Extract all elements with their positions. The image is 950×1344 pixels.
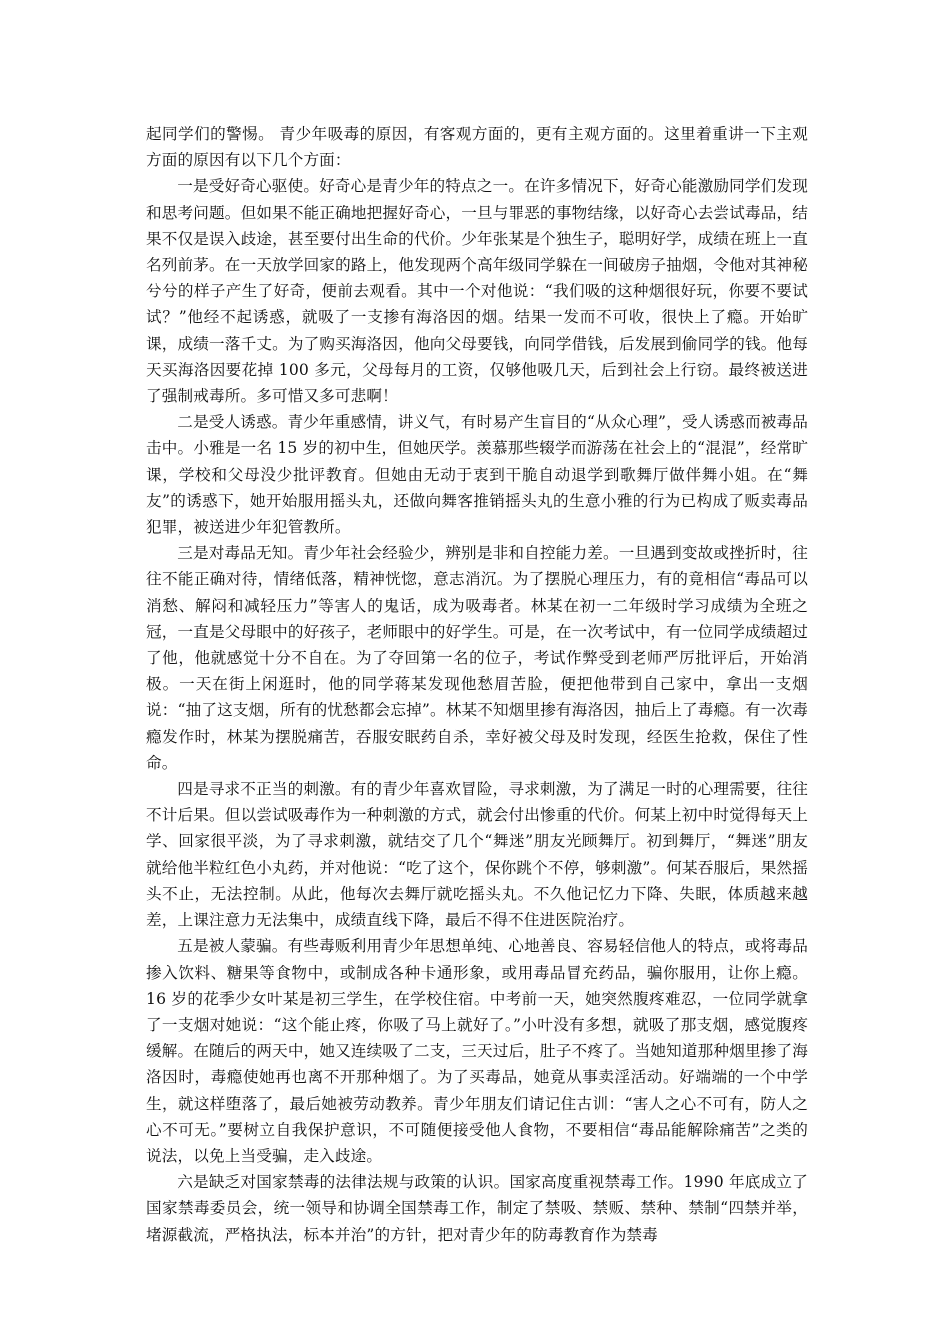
paragraph-temptation: 二是受人诱惑。青少年重感情，讲义气，有时易产生盲目的“从众心理”，受人诱惑而被毒品击中。小雅是一名 15 岁的初中生，但她厌学。羡慕那些辍学而游荡在社会上的“混混”，经常旷课，学校和父母没少批评教育。但她由无动于衷到干脆自动退学到歌舞厅做伴舞小姐。在“舞友”的诱惑下，她开始服用摇头丸，还做向舞客推销摇头丸的生意小雅的行为已构成了贩卖毒品犯罪，被送进少年犯管教所。 bbox=[146, 413, 808, 537]
paragraph-stimulation: 四是寻求不正当的刺激。有的青少年喜欢冒险，寻求刺激，为了满足一时的心理需要，往往不计后果。但以尝试吸毒作为一种刺激的方式，就会付出惨重的代价。何某上初中时觉得每天上学、回家很平淡，为了寻求刺激，就结交了几个“舞迷”朋友光顾舞厅。初到舞厅，“舞迷”朋友就给他半粒红色小丸药，并对他说：“吃了这个，保你跳个不停，够刺激”。何某吞服后，果然摇头不止，无法控制。从此，他每次去舞厅就吃摇头丸。不久他记忆力下降、失眠，体质越来越差，上课注意力无法集中，成绩直线下降，最后不得不住进医院治疗。 bbox=[146, 780, 808, 930]
paragraph-deception: 五是被人蒙骗。有些毒贩利用青少年思想单纯、心地善良、容易轻信他人的特点，或将毒品掺入饮料、糖果等食物中，或制成各种卡通形象，或用毒品冒充药品，骗你服用，让你上瘾。16 岁的花季少女叶某是初三学生，在学校住宿。中考前一天，她突然腹疼难忍，一位同学就拿了一支烟对她说：“这个能止疼，你吸了马上就好了。”小叶没有多想，就吸了那支烟，感觉腹疼缓解。在随后的两天中，她又连续吸了二支，三天过后，肚子不疼了。当她知道那种烟里掺了海洛因时，毒瘾使她再也离不开那种烟了。为了买毒品，她竟从事卖淫活动。好端端的一个中学生，就这样堕落了，最后她被劳动教养。青少年朋友们请记住古训：“害人之心不可有，防人之心不可无。”要树立自我保护意识，不可随便接受他人食物，不要相信“毒品能解除痛苦”之类的说法，以免上当受骗，走入歧途。 bbox=[146, 937, 808, 1165]
paragraph-curiosity: 一是受好奇心驱使。好奇心是青少年的特点之一。在许多情况下，好奇心能激励同学们发现和思考问题。但如果不能正确地把握好奇心，一旦与罪恶的事物结缘，以好奇心去尝试毒品，结果不仅是误入歧途，甚至要付出生命的代价。少年张某是个独生子，聪明好学，成绩在班上一直名列前茅。在一天放学回家的路上，他发现两个高年级同学躲在一间破房子抽烟，令他对其神秘兮兮的样子产生了好奇，便前去观看。其中一个对他说：“我们吸的这种烟很好玩，你要不要试试？”他经不起诱惑，就吸了一支掺有海洛因的烟。结果一发而不可收，很快上了瘾。开始旷课，成绩一落千丈。为了购买海洛因，他向父母要钱，向同学借钱，后发展到偷同学的钱。他每天买海洛因要花掉 100 多元，父母每月的工资，仅够他吸几天，后到社会上行窃。最终被送进了强制戒毒所。多可惜又多可悲啊！ bbox=[146, 177, 808, 406]
document-body bbox=[146, 121, 808, 1248]
paragraph-intro: 起同学们的警惕。 青少年吸毒的原因，有客观方面的，更有主观方面的。这里着重讲一下主观方面的原因有以下几个方面： bbox=[146, 125, 808, 170]
paragraph-law-awareness: 六是缺乏对国家禁毒的法律法规与政策的认识。国家高度重视禁毒工作。1990 年底成立了国家禁毒委员会，统一领导和协调全国禁毒工作，制定了禁吸、禁贩、禁种、禁制“四禁并举，堵源截流，严格执法，标本并治”的方针，把对青少年的防毒教育作为禁毒 bbox=[146, 1173, 808, 1244]
paragraph-ignorance: 三是对毒品无知。青少年社会经验少，辨别是非和自控能力差。一旦遇到变故或挫折时，往往不能正确对待，情绪低落，精神恍惚，意志消沉。为了摆脱心理压力，有的竟相信“毒品可以消愁、解闷和减轻压力”等害人的鬼话，成为吸毒者。林某在初一二年级时学习成绩为全班之冠，一直是父母眼中的好孩子，老师眼中的好学生。可是，在一次考试中，有一位同学成绩超过了他，他就感觉十分不自在。为了夺回第一名的位子，考试作弊受到老师严厉批评后，开始消极。一天在街上闲逛时，他的同学蒋某发现他愁眉苦脸，便把他带到自己家中，拿出一支烟说：“抽了这支烟，所有的忧愁都会忘掉”。林某不知烟里掺有海洛因，抽后上了毒瘾。有一次毒瘾发作时，林某为摆脱痛苦，吞服安眠药自杀，幸好被父母及时发现，经医生抢救，保住了性命。 bbox=[146, 544, 808, 772]
